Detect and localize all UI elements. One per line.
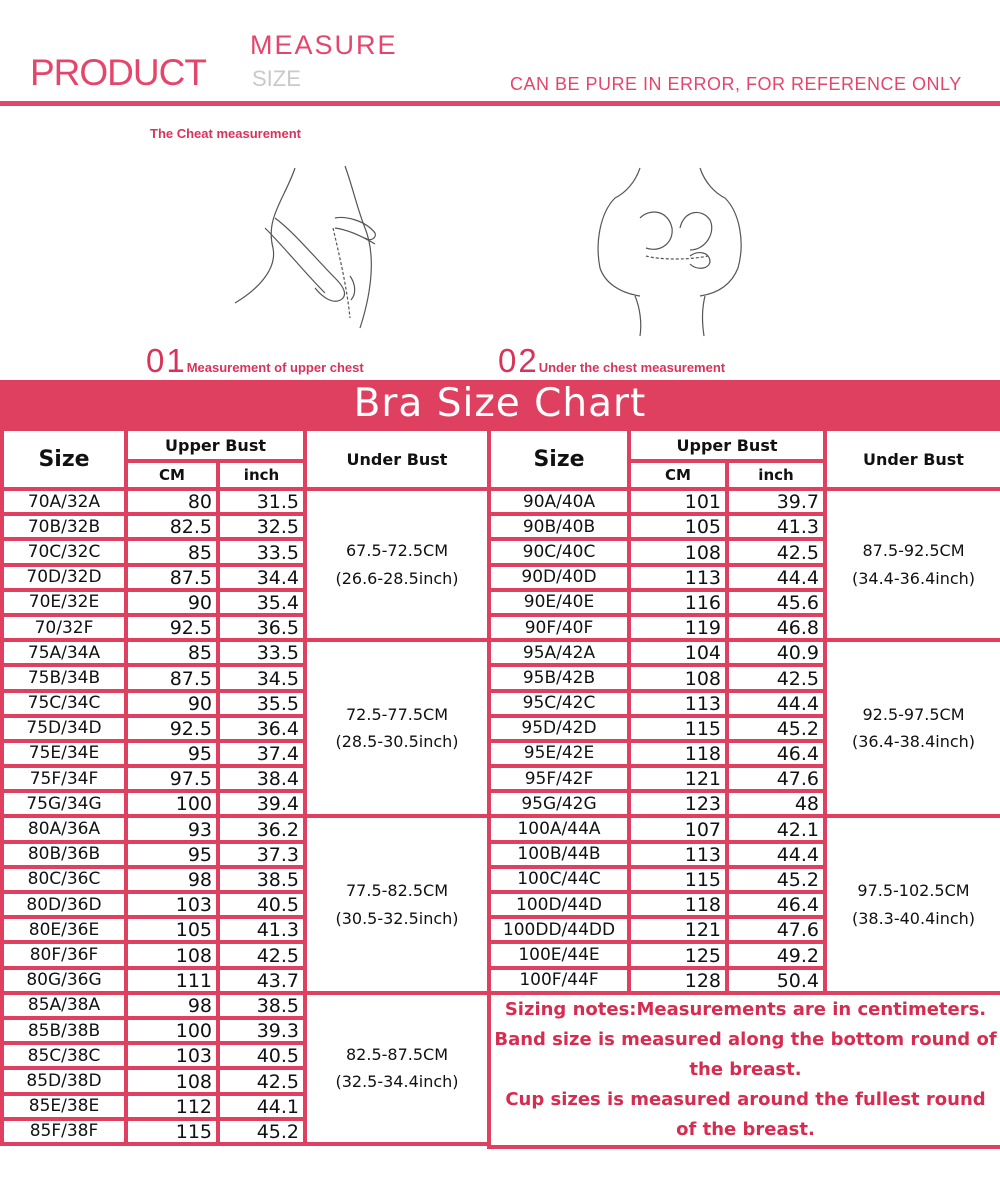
size-cell: 70E/32E [2, 590, 126, 615]
size-cell: 85B/38B [2, 1018, 126, 1043]
step-upper-chest [146, 342, 364, 380]
table-row [2, 640, 489, 665]
product-heading: PRODUCT [30, 52, 206, 93]
size-cell: 95B/42B [489, 665, 629, 690]
cm-header: CM [126, 461, 218, 489]
size-cell: 100DD/44DD [489, 917, 629, 942]
table-row [2, 816, 489, 841]
table-row [2, 993, 489, 1018]
size-cell: 75D/34D [2, 716, 126, 741]
size-cell: 100C/44C [489, 867, 629, 892]
inch-cell: 47.6 [727, 917, 825, 942]
under-chest-illustration [580, 158, 770, 338]
size-header: Size [489, 429, 629, 489]
size-subheading: SIZE [252, 66, 301, 91]
inch-cell: 44.4 [727, 565, 825, 590]
inch-cell: 41.3 [218, 917, 305, 942]
under-bust-inch: (38.3-40.4inch) [851, 908, 976, 928]
inch-cell: 36.4 [218, 716, 305, 741]
size-cell: 75F/34F [2, 766, 126, 791]
sizing-note-line: Band size is measured along the bottom round of the breast. [494, 1028, 997, 1080]
chart-title: Bra Size Chart [0, 380, 1000, 427]
reference-note: CAN BE PURE IN ERROR, FOR REFERENCE ONLY [510, 74, 962, 94]
cm-cell: 115 [629, 867, 727, 892]
under-bust-cm: 97.5-102.5CM [857, 881, 970, 901]
cm-cell: 101 [629, 489, 727, 514]
cm-cell: 108 [126, 1068, 218, 1093]
inch-cell: 40.9 [727, 640, 825, 665]
size-cell: 90F/40F [489, 615, 629, 640]
size-cell: 70B/32B [2, 514, 126, 539]
under-bust-cell [825, 816, 1000, 992]
inch-cell: 39.7 [727, 489, 825, 514]
size-cell: 85D/38D [2, 1068, 126, 1093]
cm-cell: 98 [126, 993, 218, 1018]
header-divider [0, 101, 1000, 106]
size-header: Size [2, 429, 126, 489]
under-bust-cell [305, 489, 489, 640]
under-bust-cm: 82.5-87.5CM [346, 1045, 448, 1065]
cm-cell: 118 [629, 741, 727, 766]
size-cell: 85C/38C [2, 1043, 126, 1068]
inch-cell: 44.4 [727, 842, 825, 867]
table-row [489, 816, 1000, 841]
inch-cell: 45.2 [218, 1119, 305, 1144]
size-table-left-body [2, 489, 489, 1144]
inch-cell: 35.5 [218, 691, 305, 716]
inch-cell: 42.5 [218, 942, 305, 967]
cm-cell: 105 [126, 917, 218, 942]
under-bust-inch: (28.5-30.5inch) [335, 732, 459, 752]
size-cell: 85A/38A [2, 993, 126, 1018]
size-table-right [487, 427, 1000, 1149]
size-cell: 70C/32C [2, 539, 126, 564]
size-cell: 95A/42A [489, 640, 629, 665]
cm-cell: 92.5 [126, 615, 218, 640]
cm-cell: 115 [126, 1119, 218, 1144]
under-bust-inch: (36.4-38.4inch) [851, 732, 976, 752]
cm-cell: 116 [629, 590, 727, 615]
size-cell: 95G/42G [489, 791, 629, 816]
size-cell: 100A/44A [489, 816, 629, 841]
cm-cell: 112 [126, 1094, 218, 1119]
step-under-chest [498, 342, 725, 380]
cm-cell: 121 [629, 917, 727, 942]
size-cell: 70/32F [2, 615, 126, 640]
size-cell: 80D/36D [2, 892, 126, 917]
cm-cell: 90 [126, 691, 218, 716]
size-cell: 100E/44E [489, 942, 629, 967]
inch-cell: 34.5 [218, 665, 305, 690]
inch-cell: 45.6 [727, 590, 825, 615]
cm-cell: 111 [126, 968, 218, 993]
inch-cell: 31.5 [218, 489, 305, 514]
under-bust-cell [825, 489, 1000, 640]
inch-cell: 45.2 [727, 716, 825, 741]
cm-cell: 87.5 [126, 665, 218, 690]
size-cell: 80A/36A [2, 816, 126, 841]
size-cell: 75G/34G [2, 791, 126, 816]
size-cell: 100B/44B [489, 842, 629, 867]
size-cell: 95C/42C [489, 691, 629, 716]
table-row [489, 489, 1000, 514]
cm-cell: 113 [629, 565, 727, 590]
cm-cell: 108 [126, 942, 218, 967]
inch-cell: 40.5 [218, 1043, 305, 1068]
step-number: 02 [498, 342, 539, 379]
cm-cell: 92.5 [126, 716, 218, 741]
inch-cell: 46.8 [727, 615, 825, 640]
under-bust-cm: 87.5-92.5CM [862, 541, 965, 561]
cm-cell: 82.5 [126, 514, 218, 539]
size-cell: 75C/34C [2, 691, 126, 716]
under-bust-header: Under Bust [825, 429, 1000, 489]
upper-bust-header: Upper Bust [126, 429, 305, 461]
size-table-right-body [489, 489, 1000, 1147]
inch-cell: 44.1 [218, 1094, 305, 1119]
inch-cell: 42.5 [727, 539, 825, 564]
inch-cell: 41.3 [727, 514, 825, 539]
inch-cell: 36.2 [218, 816, 305, 841]
under-bust-cm: 92.5-97.5CM [862, 705, 965, 725]
under-bust-cm: 77.5-82.5CM [346, 881, 448, 901]
inch-cell: 42.5 [727, 665, 825, 690]
size-cell: 100F/44F [489, 968, 629, 993]
inch-cell: 35.4 [218, 590, 305, 615]
inch-cell: 44.4 [727, 691, 825, 716]
inch-cell: 47.6 [727, 766, 825, 791]
size-cell: 80F/36F [2, 942, 126, 967]
inch-cell: 37.4 [218, 741, 305, 766]
measure-heading: MEASURE [250, 30, 398, 60]
size-cell: 95D/42D [489, 716, 629, 741]
cm-cell: 107 [629, 816, 727, 841]
inch-cell: 48 [727, 791, 825, 816]
inch-cell: 42.1 [727, 816, 825, 841]
inch-cell: 50.4 [727, 968, 825, 993]
inch-cell: 39.4 [218, 791, 305, 816]
cm-cell: 100 [126, 1018, 218, 1043]
sizing-note-line: Cup sizes is measured around the fullest round of the breast. [505, 1088, 986, 1140]
cm-cell: 85 [126, 640, 218, 665]
notes-row [489, 993, 1000, 1147]
upper-bust-header: Upper Bust [629, 429, 825, 461]
under-bust-inch: (34.4-36.4inch) [851, 568, 976, 588]
cm-cell: 125 [629, 942, 727, 967]
cm-cell: 103 [126, 892, 218, 917]
size-table-left [0, 427, 491, 1146]
inch-cell: 32.5 [218, 514, 305, 539]
inch-cell: 33.5 [218, 640, 305, 665]
size-cell: 95E/42E [489, 741, 629, 766]
under-bust-cm: 72.5-77.5CM [346, 705, 448, 725]
inch-cell: 46.4 [727, 741, 825, 766]
cm-header: CM [629, 461, 727, 489]
cm-cell: 121 [629, 766, 727, 791]
cm-cell: 100 [126, 791, 218, 816]
sizing-notes [489, 993, 1000, 1147]
step-number: 01 [146, 342, 187, 379]
cm-cell: 108 [629, 539, 727, 564]
cm-cell: 128 [629, 968, 727, 993]
step-label: Measurement of upper chest [186, 360, 364, 375]
cm-cell: 105 [629, 514, 727, 539]
inch-cell: 34.4 [218, 565, 305, 590]
inch-cell: 40.5 [218, 892, 305, 917]
cm-cell: 113 [629, 691, 727, 716]
size-cell: 95F/42F [489, 766, 629, 791]
under-bust-cm: 67.5-72.5CM [346, 541, 448, 561]
cm-cell: 93 [126, 816, 218, 841]
size-cell: 100D/44D [489, 892, 629, 917]
cm-cell: 119 [629, 615, 727, 640]
cm-cell: 108 [629, 665, 727, 690]
inch-cell: 45.2 [727, 867, 825, 892]
cm-cell: 97.5 [126, 766, 218, 791]
inch-header: inch [727, 461, 825, 489]
inch-cell: 38.4 [218, 766, 305, 791]
inch-cell: 37.3 [218, 842, 305, 867]
size-cell: 90D/40D [489, 565, 629, 590]
size-cell: 90B/40B [489, 514, 629, 539]
cm-cell: 118 [629, 892, 727, 917]
cm-cell: 80 [126, 489, 218, 514]
inch-cell: 49.2 [727, 942, 825, 967]
under-bust-inch: (26.6-28.5inch) [335, 568, 459, 588]
size-cell: 80E/36E [2, 917, 126, 942]
inch-cell: 38.5 [218, 867, 305, 892]
size-cell: 85E/38E [2, 1094, 126, 1119]
cm-cell: 90 [126, 590, 218, 615]
cm-cell: 95 [126, 741, 218, 766]
inch-cell: 33.5 [218, 539, 305, 564]
size-cell: 70A/32A [2, 489, 126, 514]
size-cell: 80C/36C [2, 867, 126, 892]
cheat-measurement-label: The Cheat measurement [150, 126, 301, 141]
cm-cell: 113 [629, 842, 727, 867]
cm-cell: 98 [126, 867, 218, 892]
under-bust-cell [825, 640, 1000, 816]
size-cell: 70D/32D [2, 565, 126, 590]
table-row [489, 640, 1000, 665]
size-cell: 85F/38F [2, 1119, 126, 1144]
cm-cell: 103 [126, 1043, 218, 1068]
inch-header: inch [218, 461, 305, 489]
size-cell: 80B/36B [2, 842, 126, 867]
size-cell: 75A/34A [2, 640, 126, 665]
table-row [2, 489, 489, 514]
under-bust-cell [305, 640, 489, 816]
inch-cell: 36.5 [218, 615, 305, 640]
under-bust-header: Under Bust [305, 429, 489, 489]
inch-cell: 39.3 [218, 1018, 305, 1043]
size-cell: 90C/40C [489, 539, 629, 564]
inch-cell: 43.7 [218, 968, 305, 993]
step-label: Under the chest measurement [538, 360, 726, 375]
under-bust-inch: (32.5-34.4inch) [335, 1072, 459, 1092]
cm-cell: 123 [629, 791, 727, 816]
cm-cell: 85 [126, 539, 218, 564]
cm-cell: 87.5 [126, 565, 218, 590]
cm-cell: 95 [126, 842, 218, 867]
size-cell: 80G/36G [2, 968, 126, 993]
cm-cell: 115 [629, 716, 727, 741]
size-cell: 90E/40E [489, 590, 629, 615]
under-bust-cell [305, 816, 489, 992]
under-bust-cell [305, 993, 489, 1144]
upper-chest-illustration [225, 158, 435, 338]
inch-cell: 38.5 [218, 993, 305, 1018]
size-cell: 75E/34E [2, 741, 126, 766]
under-bust-inch: (30.5-32.5inch) [335, 908, 459, 928]
size-cell: 75B/34B [2, 665, 126, 690]
inch-cell: 42.5 [218, 1068, 305, 1093]
sizing-note-line: Sizing notes:Measurements are in centimeters. [504, 998, 987, 1020]
cm-cell: 104 [629, 640, 727, 665]
inch-cell: 46.4 [727, 892, 825, 917]
size-cell: 90A/40A [489, 489, 629, 514]
